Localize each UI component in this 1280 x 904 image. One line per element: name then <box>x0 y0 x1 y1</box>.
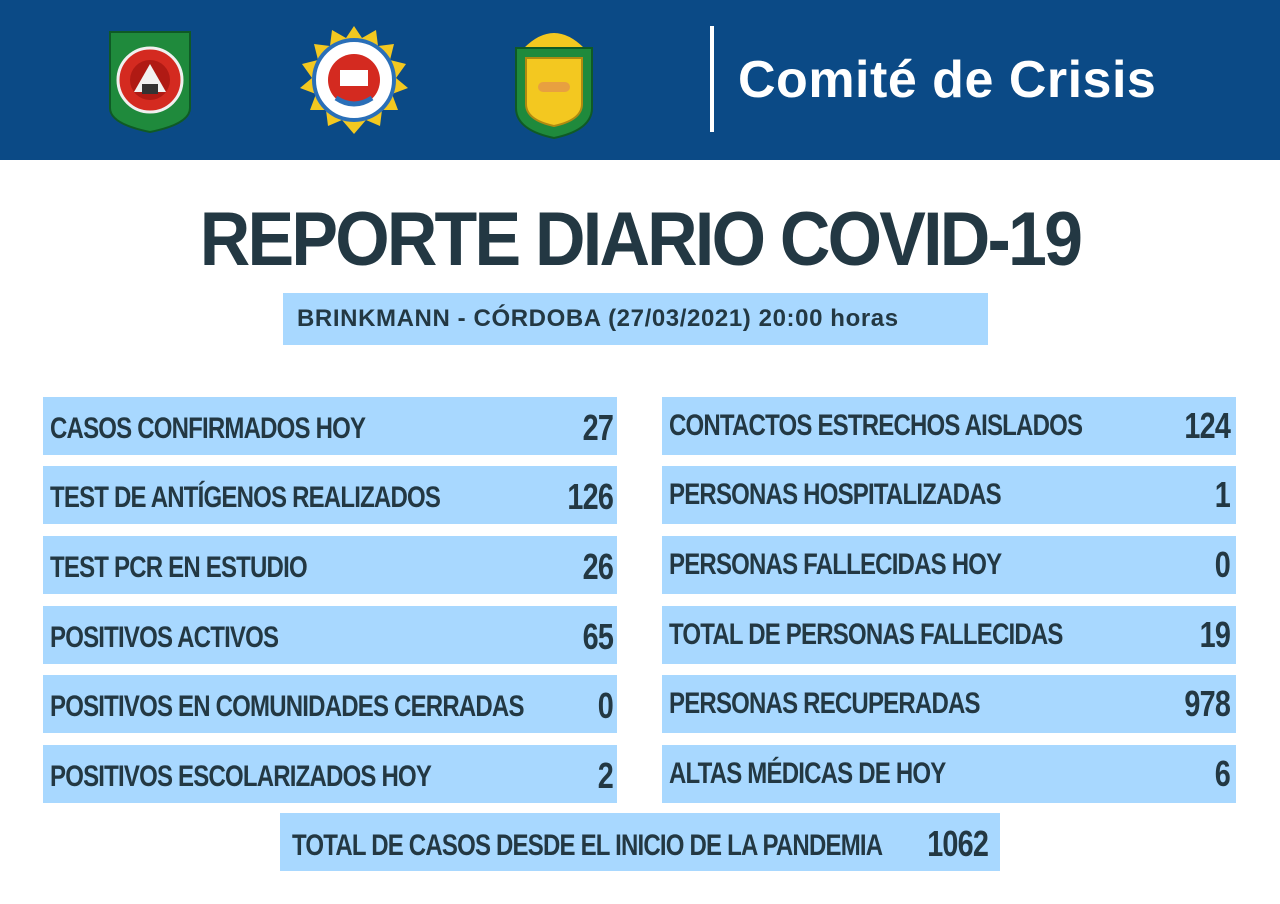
header-title: Comité de Crisis <box>738 51 1157 109</box>
stat-row <box>662 397 1236 455</box>
policia-seal-icon <box>296 24 412 136</box>
stat-row <box>43 606 617 664</box>
stat-row <box>662 536 1236 594</box>
stat-row <box>43 745 617 803</box>
stat-value: 2 <box>597 755 613 796</box>
report-title: REPORTE DIARIO COVID-19 <box>199 197 1081 282</box>
stat-value: 978 <box>1184 683 1230 724</box>
stat-label: PERSONAS FALLECIDAS HOY <box>669 548 1002 581</box>
stat-row <box>43 466 617 524</box>
stat-row <box>43 675 617 733</box>
stat-label: TOTAL DE PERSONAS FALLECIDAS <box>669 618 1063 651</box>
stat-value: 27 <box>582 407 613 448</box>
stat-row <box>43 536 617 594</box>
stat-label: PERSONAS RECUPERADAS <box>669 687 980 720</box>
stat-label: TEST DE ANTÍGENOS REALIZADOS <box>50 481 441 514</box>
header-banner <box>0 0 1280 160</box>
stat-value: 19 <box>1199 614 1230 655</box>
report-subtitle: BRINKMANN - CÓRDOBA (27/03/2021) 20:00 horas <box>283 293 988 345</box>
stat-value: 126 <box>567 476 613 517</box>
stat-label: POSITIVOS ESCOLARIZADOS HOY <box>50 760 432 793</box>
bomberos-seal-icon <box>104 28 196 134</box>
stat-label: TEST PCR EN ESTUDIO <box>50 551 307 584</box>
stat-label: CASOS CONFIRMADOS HOY <box>50 412 366 445</box>
stat-row <box>662 745 1236 803</box>
total-cases-value: 1062 <box>927 823 988 864</box>
stat-value: 1 <box>1214 474 1230 515</box>
header-divider <box>710 26 714 132</box>
stat-value: 0 <box>1214 544 1230 585</box>
stat-row <box>662 675 1236 733</box>
stat-value: 0 <box>597 685 613 726</box>
stat-label: PERSONAS HOSPITALIZADAS <box>669 478 1001 511</box>
stat-value: 65 <box>582 616 613 657</box>
stat-label: CONTACTOS ESTRECHOS AISLADOS <box>669 409 1083 442</box>
stat-row <box>43 397 617 455</box>
stat-value: 26 <box>582 546 613 587</box>
stat-label: ALTAS MÉDICAS DE HOY <box>669 757 946 790</box>
municipal-shield-icon <box>508 18 600 140</box>
stat-label: POSITIVOS EN COMUNIDADES CERRADAS <box>50 690 524 723</box>
stat-value: 6 <box>1214 753 1230 794</box>
stat-row <box>662 606 1236 664</box>
total-cases-row <box>280 813 1000 871</box>
total-cases-label: TOTAL DE CASOS DESDE EL INICIO DE LA PANDEMIA <box>292 829 883 862</box>
stat-label: POSITIVOS ACTIVOS <box>50 621 279 654</box>
stat-value: 124 <box>1184 405 1230 446</box>
stat-row <box>662 466 1236 524</box>
